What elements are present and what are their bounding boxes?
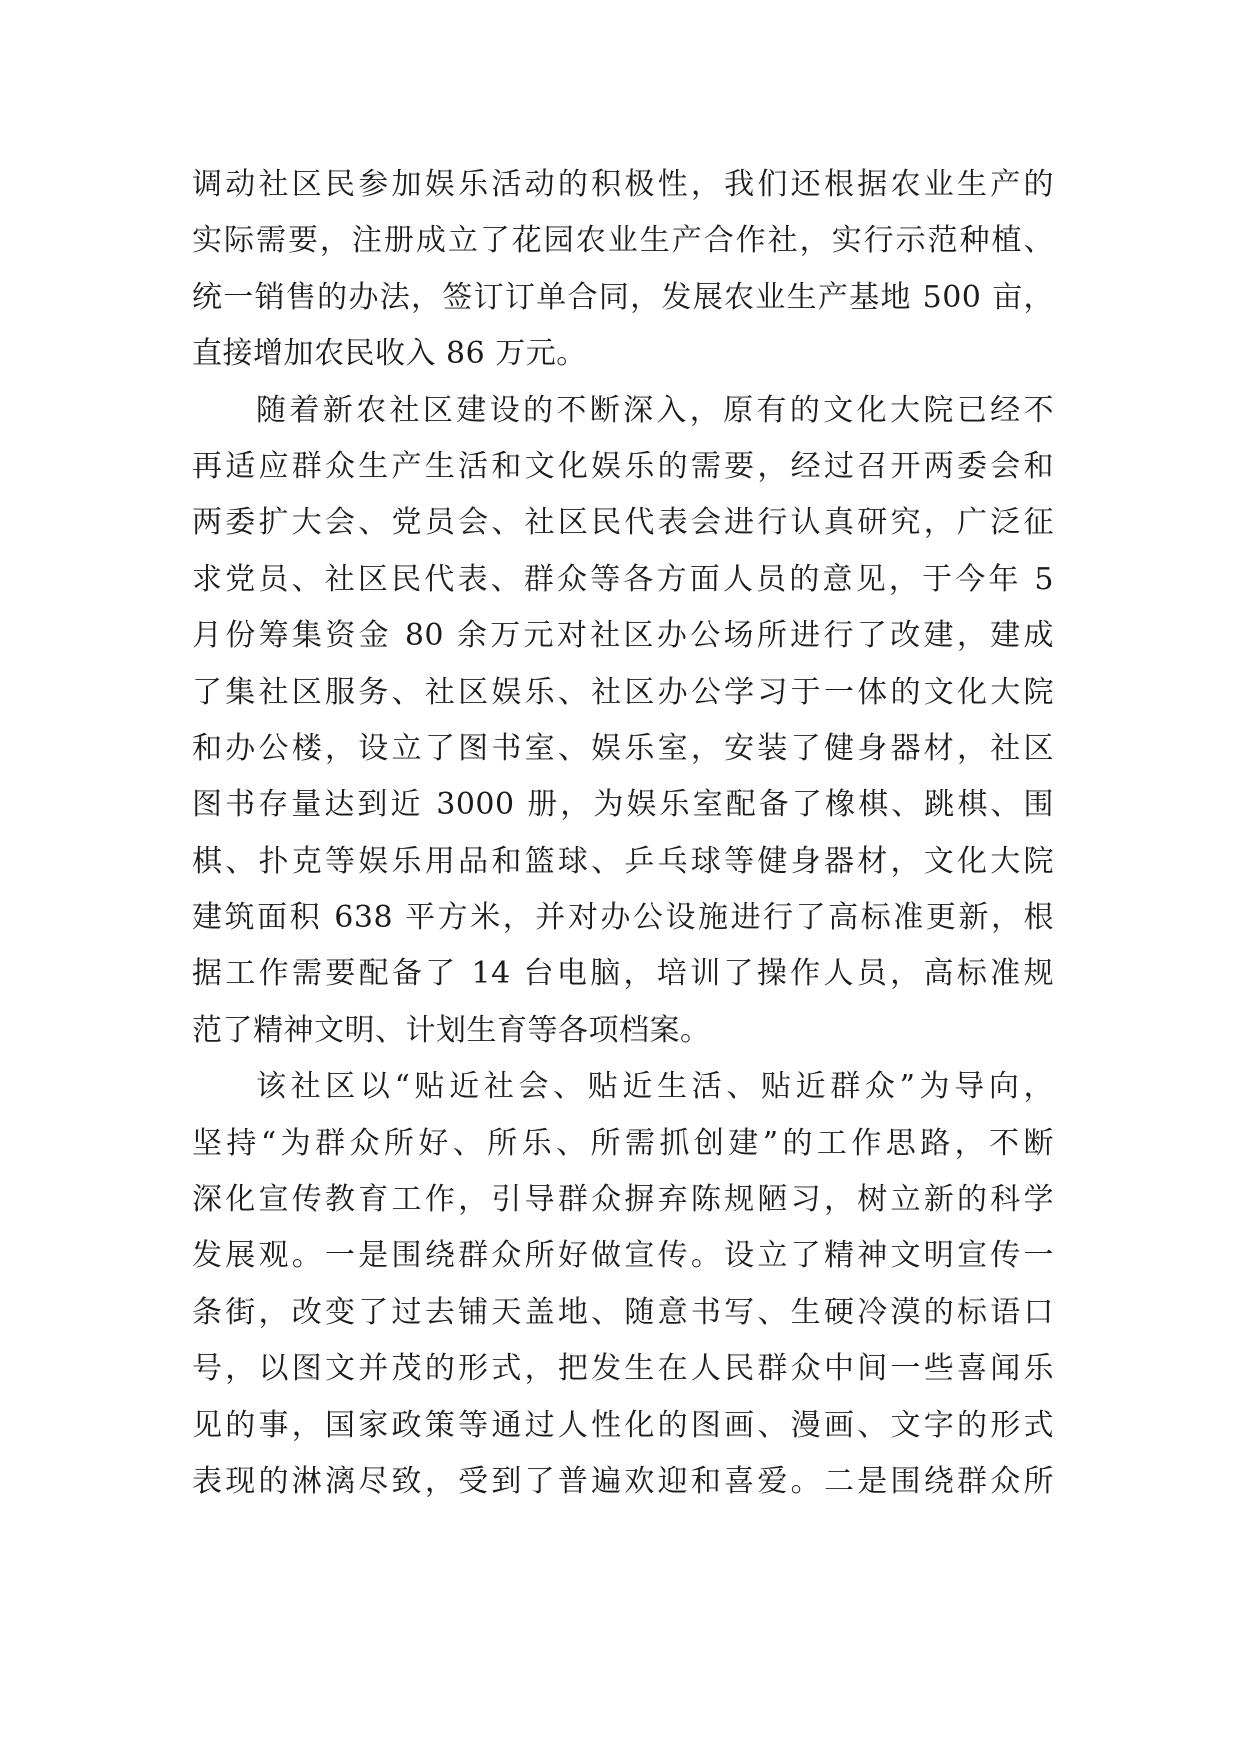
text-line: 深化宣传教育工作，引导群众摒弃陈规陋习，树立新的科学 bbox=[192, 1182, 1054, 1218]
text-line: 实际需要，注册成立了花园农业生产合作社，实行示范种植、 bbox=[192, 223, 1054, 259]
text-line: 统一销售的办法，签订订单合同，发展农业生产基地 500 亩， bbox=[192, 279, 1054, 315]
text-line: 见的事，国家政策等通过人性化的图画、漫画、文字的形式 bbox=[192, 1407, 1054, 1443]
text-line: 发展观。一是围绕群众所好做宣传。设立了精神文明宣传一 bbox=[192, 1238, 1054, 1274]
text-line: 和办公楼，设立了图书室、娱乐室，安装了健身器材，社区 bbox=[192, 730, 1054, 766]
text-line: 据工作需要配备了 14 台电脑，培训了操作人员，高标准规 bbox=[192, 956, 1054, 992]
text-line: 条街，改变了过去铺天盖地、随意书写、生硬冷漠的标语口 bbox=[192, 1294, 1054, 1330]
text-line: 号，以图文并茂的形式，把发生在人民群众中间一些喜闻乐 bbox=[192, 1351, 1054, 1387]
text-line: 两委扩大会、党员会、社区民代表会进行认真研究，广泛征 bbox=[192, 505, 1054, 541]
text-line: 月份筹集资金 80 余万元对社区办公场所进行了改建，建成 bbox=[192, 618, 1054, 654]
text-line: 表现的淋漓尽致，受到了普遍欢迎和喜爱。二是围绕群众所 bbox=[192, 1463, 1054, 1499]
text-line: 了集社区服务、社区娱乐、社区办公学习于一体的文化大院 bbox=[192, 674, 1054, 710]
text-line: 范了精神文明、计划生育等各项档案。 bbox=[192, 1012, 711, 1048]
text-line: 建筑面积 638 平方米，并对办公设施进行了高标准更新，根 bbox=[192, 900, 1054, 936]
text-line: 再适应群众生产生活和文化娱乐的需要，经过召开两委会和 bbox=[192, 448, 1054, 484]
text-line: 图书存量达到近 3000 册，为娱乐室配备了橡棋、跳棋、围 bbox=[192, 787, 1054, 823]
text-line: 直接增加农民收入 86 万元。 bbox=[192, 336, 587, 372]
text-line: 棋、扑克等娱乐用品和篮球、乒乓球等健身器材，文化大院 bbox=[192, 843, 1054, 879]
text-line: 坚持“为群众所好、所乐、所需抓创建”的工作思路，不断 bbox=[192, 1125, 1054, 1161]
text-line: 求党员、社区民代表、群众等各方面人员的意见，于今年 5 bbox=[192, 561, 1054, 597]
text-line: 该社区以“贴近社会、贴近生活、贴近群众”为导向， bbox=[256, 1069, 1054, 1105]
body-text bbox=[192, 157, 1054, 1510]
text-line: 随着新农社区建设的不断深入，原有的文化大院已经不 bbox=[256, 392, 1054, 428]
text-line: 调动社区民参加娱乐活动的积极性，我们还根据农业生产的 bbox=[192, 167, 1054, 202]
